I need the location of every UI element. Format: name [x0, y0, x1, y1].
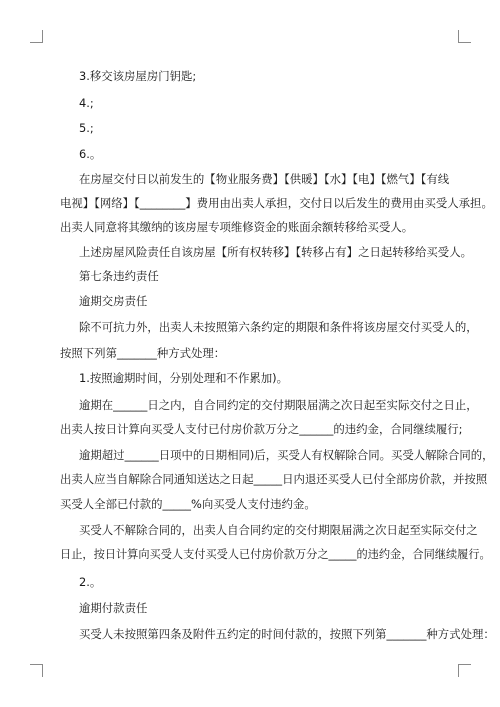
text-line: 上述房屋风险责任自该房屋【所有权转移】【转移占有】之日起转移给买受人。 [79, 245, 472, 259]
text-line: 买受人不解除合同的，出卖人自合同约定的交付期限届满之次日起至实际交付之 [79, 523, 478, 537]
text-line: 买受人未按照第四条及附件五约定的时间付款的，按照下列第_______种方式处理： [79, 627, 495, 641]
subsection-heading: 逾期交房责任 [79, 294, 148, 308]
text-line: 按照下列第_______种方式处理： [60, 346, 226, 360]
text-line: 出卖人应当自解除合同通知送达之日起_____日内退还买受人已付全部房价款，并按照 [60, 472, 488, 486]
text-line: 买受人全部已付款的_____%向买受人支付违约金。 [60, 497, 316, 511]
text-line: 出卖人按日计算向买受人支付已付房价款万分之______的违约金，合同继续履行; [60, 422, 463, 436]
text-line: 在房屋交付日以前发生的【物业服务费】【供暖】【水】【电】【燃气】【有线 [79, 172, 450, 186]
corner-mark-top-right [458, 30, 471, 43]
text-line: 1.按照逾期时间，分别处理和不作累加)。 [79, 371, 288, 385]
text-line: 除不可抗力外，出卖人未按照第六条约定的期限和条件将该房屋交付买受人的， [79, 320, 478, 334]
section-heading: 第七条违约责任 [79, 269, 159, 283]
subsection-heading: 逾期付款责任 [79, 601, 148, 615]
corner-mark-bottom-right [458, 664, 471, 677]
text-line: 3.移交该房屋房门钥匙; [79, 69, 197, 83]
text-line: 2.。 [79, 575, 102, 589]
corner-mark-bottom-left [30, 664, 43, 677]
text-line: 逾期在______日之内，自合同约定的交付期限届满之次日起至实际交付之日止， [79, 398, 478, 412]
text-line: 日止，按日计算向买受人支付买受人已付房价款万分之_____的违约金，合同继续履行。 [60, 548, 491, 561]
text-line: 出卖人同意将其缴纳的该房屋专项维修资金的账面余额转移给买受人。 [60, 220, 414, 234]
text-line: 4.; [79, 96, 94, 110]
text-line: 5.; [79, 121, 94, 135]
corner-mark-top-left [30, 30, 43, 43]
text-line: 6.。 [79, 147, 102, 161]
text-line: 电视】【网络】【________】费用由出卖人承担，交付日以后发生的费用由买受人承担。 [60, 196, 493, 210]
text-line: 逾期超过______日项中的日期相同)后，买受人有权解除合同。买受人解除合同的， [79, 448, 494, 462]
